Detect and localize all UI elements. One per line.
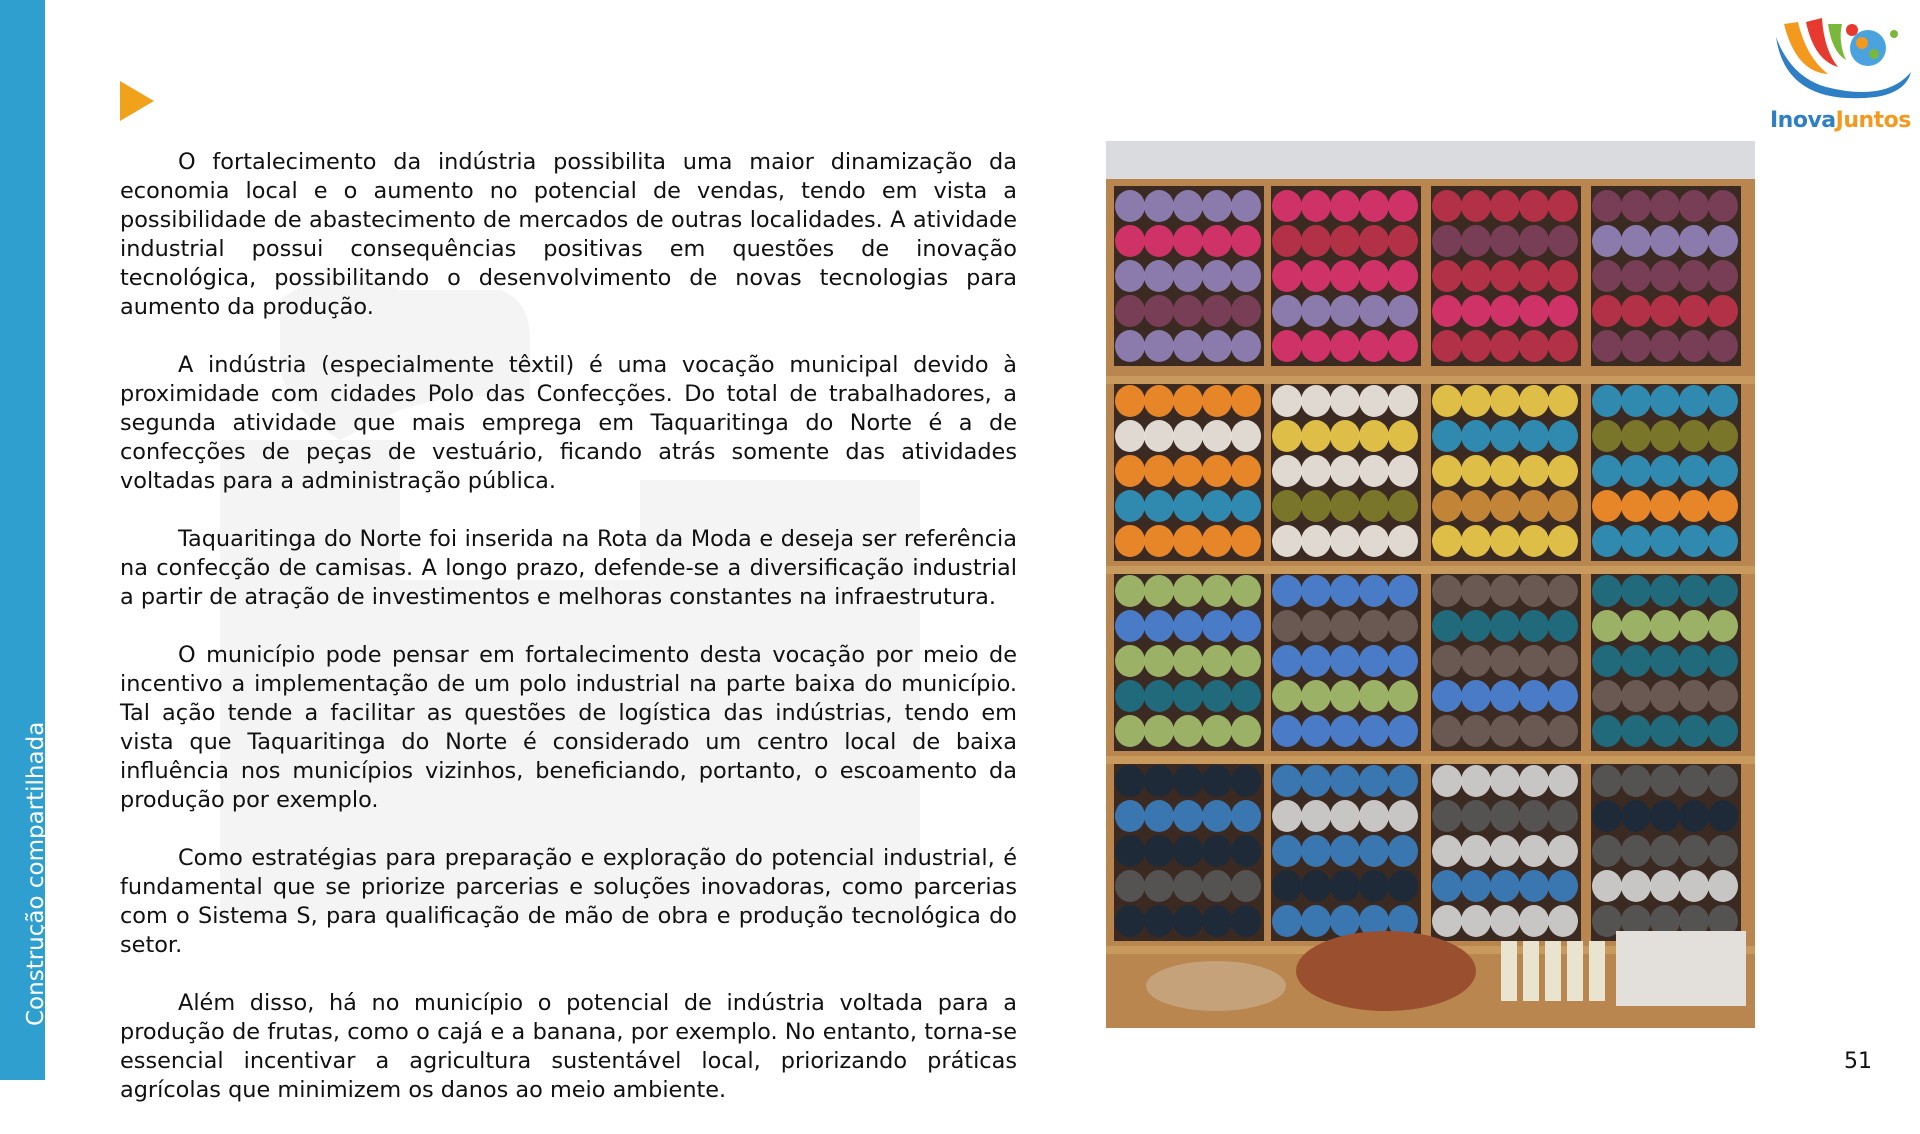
yarn-shelf-photo (1106, 141, 1755, 1028)
paragraph: A indústria (especialmente têxtil) é uma vocação municipal devido à proximidade com cidades Polo das Confecções. Do total de trabalhadores, a segunda atividade que mais emprega em Taquaritinga do Norte é a de confecções de peças de vestuário, ficando atrás somente das atividades voltadas para a administração pública. (120, 352, 1017, 494)
paragraph: Como estratégias para preparação e exploração do potencial industrial, é fundamental que se priorize parcerias e soluções inovadoras, como parcerias com o Sistema S, para qualificação de mão de obra e produção tecnológica do setor. (120, 845, 1017, 958)
paragraph: O fortalecimento da indústria possibilita uma maior dinamização da economia local e o aumento no potencial de vendas, tendo em vista a possibilidade de abastecimento de mercados de outras localidades. A atividade industrial possui consequências positivas em questões de inovação tecnológica, possibilitando o desenvolvimento de novas tecnologias para aumento da produção. (120, 149, 1017, 320)
paragraph: Taquaritinga do Norte foi inserida na Rota da Moda e deseja ser referência na confecção de camisas. A longo prazo, defende-se a diversificação industrial a partir de atração de investimentos e melhoras constantes na infraestrutura. (120, 526, 1017, 610)
sidebar (0, 0, 49, 1080)
paragraph: Além disso, há no município o potencial de indústria voltada para a produção de frutas, como o cajá e a banana, por exemplo. No entanto, torna-se essencial incentivar a agricultura sustentável local, priorizando práticas agrícolas que minimizem os danos ao meio ambiente. (120, 990, 1017, 1103)
play-triangle-icon (120, 81, 154, 121)
body-text (120, 148, 1017, 1134)
paragraph: O município pode pensar em fortalecimento desta vocação por meio de incentivo a implementação de um polo industrial na parte baixa do município. Tal ação tende a facilitar as questões de logística das indústrias, tendo em vista que Taquaritinga do Norte é considerado um centro local de baixa influência nos municípios vizinhos, beneficiando, portanto, o escoamento da produção por exemplo. (120, 642, 1017, 813)
logo-text: InovaJuntos (1770, 108, 1911, 133)
page-number: 51 (1844, 1049, 1872, 1074)
sidebar-label: Construção compartilhada (23, 721, 49, 1026)
